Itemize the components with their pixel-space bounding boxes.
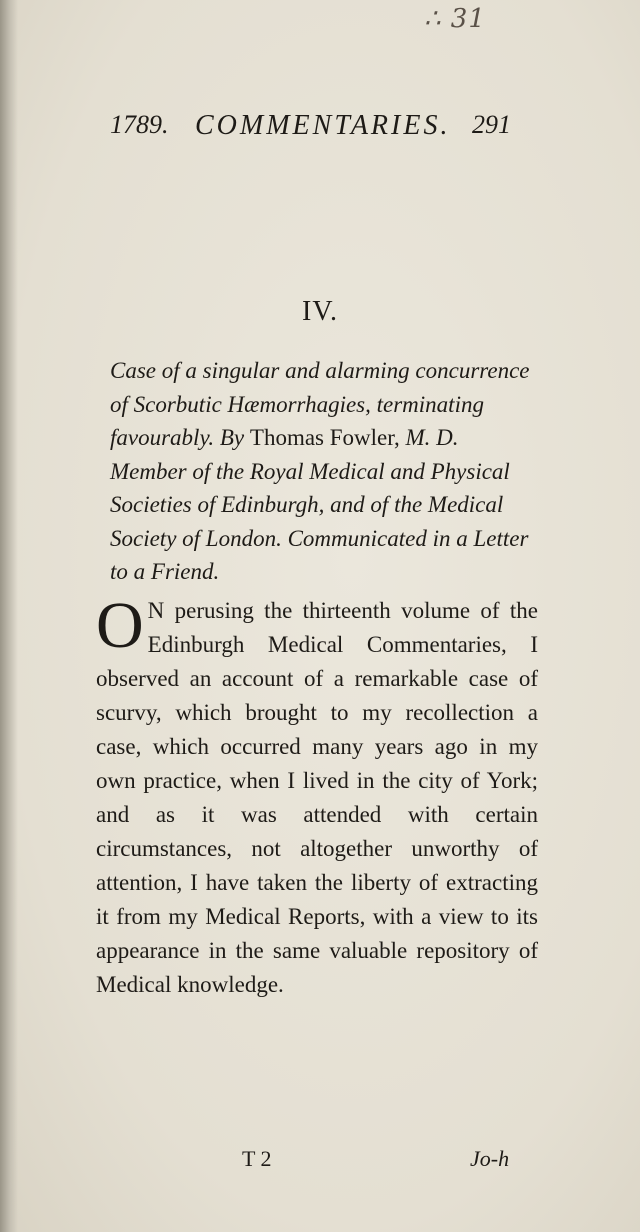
header-title: COMMENTARIES.: [195, 110, 451, 141]
first-word-rest: N: [147, 598, 165, 623]
case-title: [110, 354, 530, 589]
drop-cap: O: [96, 589, 144, 662]
page-gutter-shadow: [0, 0, 18, 1232]
case-title-italic: Case of a singular and alarming concurrence of Scorbutic Hæmorrhagies, terminating favourably. By: [110, 358, 530, 450]
catchword: Jo-h: [470, 1146, 510, 1171]
case-title-credentials: M. D. Member of the Royal Medical and Physical Societies of Edinburgh, and of the Medical Society of London. Communicated in a Letter to a Friend.: [110, 425, 529, 584]
signature-mark: T 2: [242, 1146, 272, 1171]
author-name: Thomas Fowler,: [249, 425, 400, 450]
body-paragraph: [96, 589, 538, 1002]
paragraph-text: perusing the thirteenth volume of the Edinburgh Medical Commentaries, I observed an account of a remarkable case of scurvy, which brought to my recollection a case, which occurred many years ago in my own practice, when I lived in the city of York; and as it was attended with certain circumstances, not altogether unworthy of attention, I have taken the liberty of extracting it from my Medical Reports, with a view to its appearance in the same valuable repository of Medical knowledge.: [96, 598, 538, 997]
running-header: [0, 110, 640, 150]
handwritten-annotation: ∴ 31: [424, 4, 486, 34]
header-year: 1789.: [110, 110, 169, 139]
header-page-number: 291: [472, 110, 511, 139]
section-number: IV.: [302, 296, 338, 327]
